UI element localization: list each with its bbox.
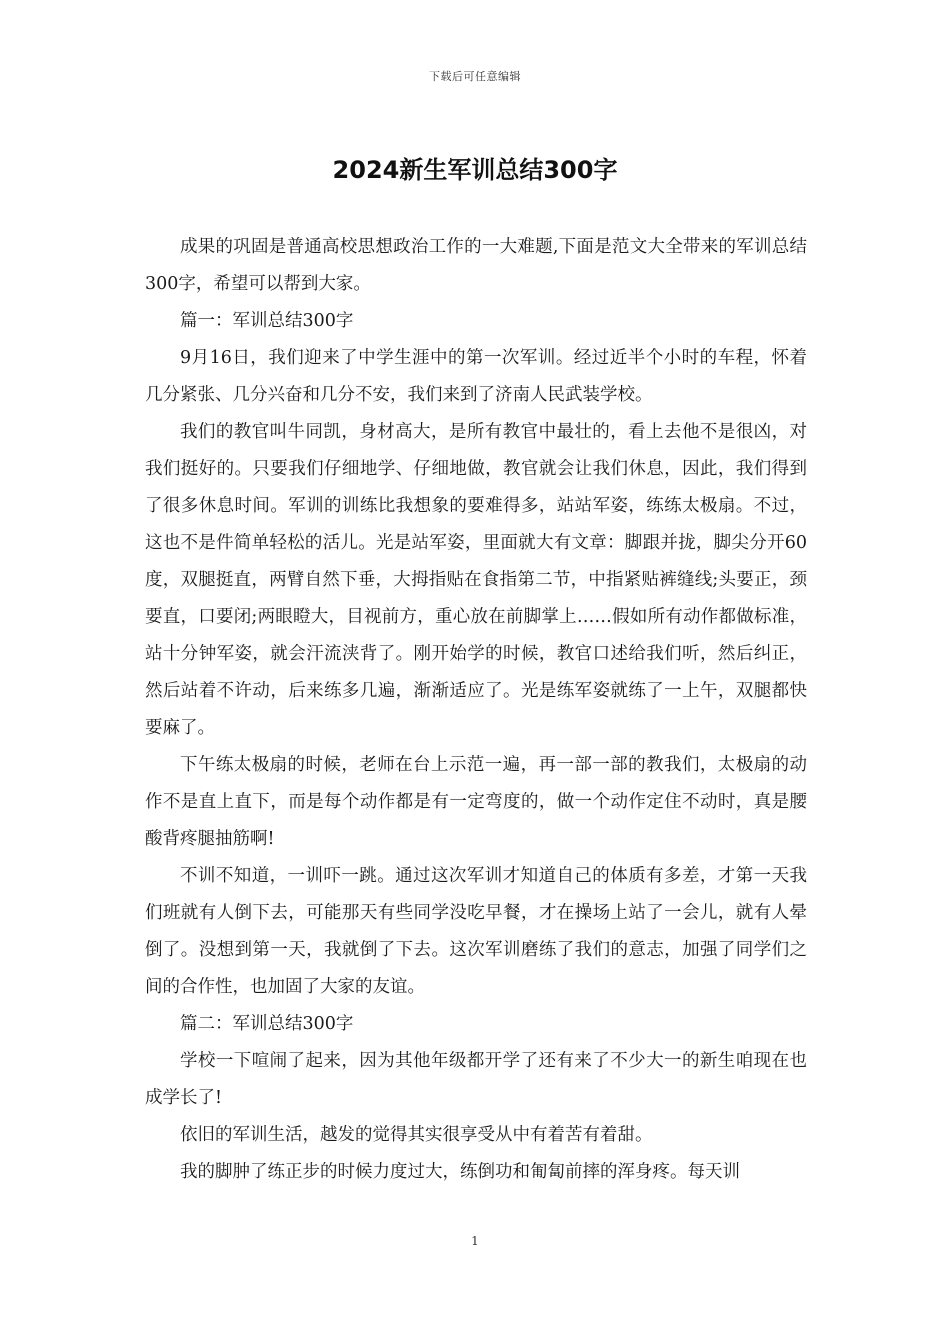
page-header-note: 下载后可任意编辑 xyxy=(429,70,521,83)
document-title: 2024新生军训总结300字 xyxy=(332,156,618,184)
paragraph: 我们的教官叫牛同凯，身材高大，是所有教官中最壮的，看上去他不是很凶，对我们挺好的。只要我们仔细地学、仔细地做，教官就会让我们休息，因此，我们得到了很多休息时间。军训的训练比我想象的要难得多，站站军姿，练练太极扇。不过，这也不是件简单轻松的活儿。光是站军姿，里面就大有文章：脚跟并拢，脚尖分开60度，双腿挺直，两臂自然下垂，大拇指贴在食指第二节，中指紧贴裤缝线;头要正，颈要直，口要闭;两眼瞪大，目视前方，重心放在前脚掌上……假如所有动作都做标准，站十分钟军姿，就会汗流浃背了。刚开始学的时候，教官口述给我们听，然后纠正，然后站着不许动，后来练多几遍，渐渐适应了。光是练军姿就练了一上午，双腿都快要麻了。 xyxy=(145,422,807,738)
paragraph: 我的脚肿了练正步的时候力度过大，练倒功和匍匐前摔的浑身疼。每天训 xyxy=(180,1162,740,1182)
paragraph: 不训不知道，一训吓一跳。通过这次军训才知道自己的体质有多差，才第一天我们班就有人倒下去，可能那天有些同学没吃早餐，才在操场上站了一会儿，就有人晕倒了。没想到第一天，我就倒了下去。这次军训磨练了我们的意志，加强了同学们之间的合作性，也加固了大家的友谊。 xyxy=(145,866,807,997)
paragraph: 学校一下喧闹了起来，因为其他年级都开学了还有来了不少大一的新生咱现在也成学长了! xyxy=(145,1051,807,1108)
paragraph-intro: 成果的巩固是普通高校思想政治工作的一大难题,下面是范文大全带来的军训总结300字，希望可以帮到大家。 xyxy=(145,237,807,294)
paragraph: 下午练太极扇的时候，老师在台上示范一遍，再一部一部的教我们，太极扇的动作不是直上直下，而是每个动作都是有一定弯度的，做一个动作定住不动时，真是腰酸背疼腿抽筋啊! xyxy=(145,755,807,849)
document-body xyxy=(145,229,807,1191)
section-heading-part-two: 篇二：军训总结300字 xyxy=(180,1014,354,1034)
page-number: 1 xyxy=(471,1234,479,1248)
paragraph: 9月16日，我们迎来了中学生涯中的第一次军训。经过近半个小时的车程，怀着几分紧张、几分兴奋和几分不安，我们来到了济南人民武装学校。 xyxy=(145,348,807,405)
paragraph: 依旧的军训生活，越发的觉得其实很享受从中有着苦有着甜。 xyxy=(180,1125,653,1145)
section-heading-part-one: 篇一：军训总结300字 xyxy=(180,311,354,331)
